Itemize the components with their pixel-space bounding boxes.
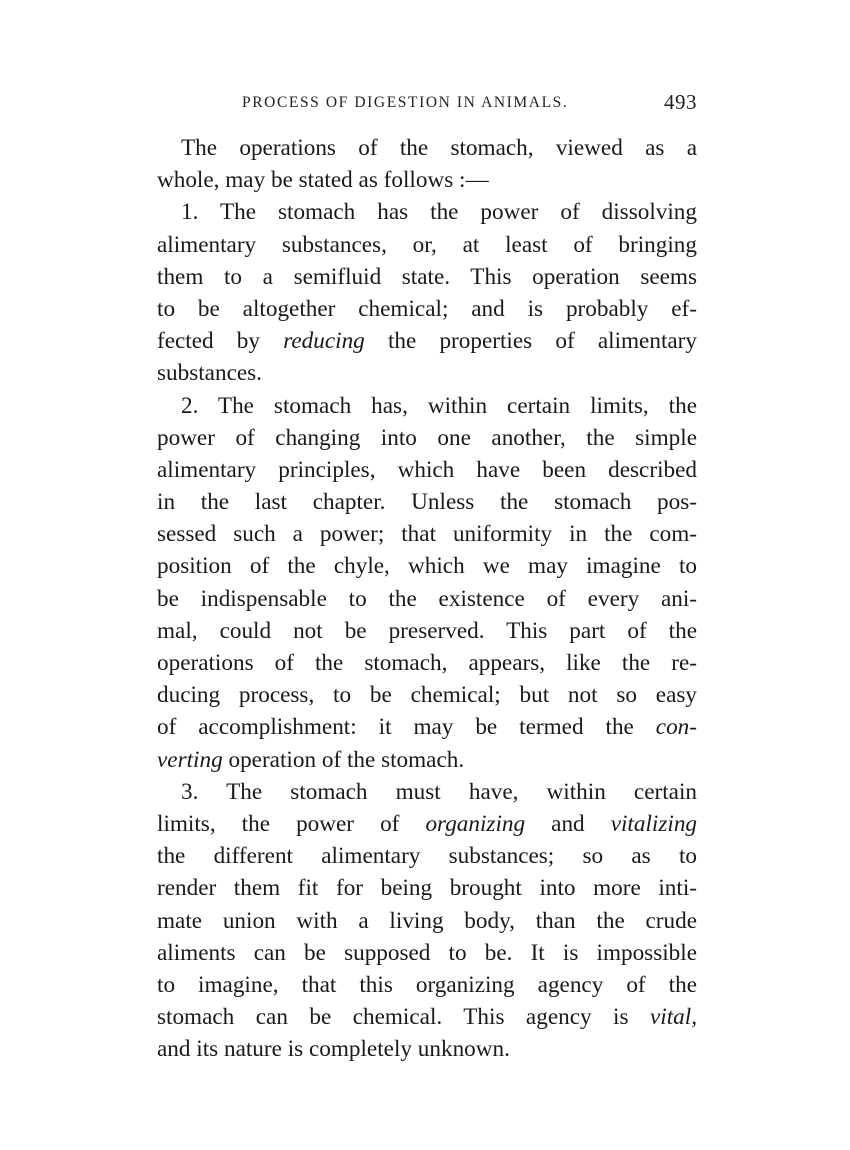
text-line [157, 390, 697, 422]
text-segment: 2. The stomach has, within certain limits, the [181, 392, 697, 419]
running-head [157, 90, 697, 120]
text-line [157, 1001, 697, 1033]
text-line [157, 937, 697, 969]
text-line [157, 744, 697, 776]
text-line [157, 808, 697, 840]
text-segment: 3. The stomach must have, within certain [181, 778, 697, 805]
text-segment: ducing process, to be chemical; but not so easy [157, 682, 697, 709]
text-segment: to be altogether chemical; and is probably ef- [157, 295, 697, 322]
text-line [157, 905, 697, 937]
text-line [157, 776, 697, 808]
text-line [157, 518, 697, 550]
text-line [157, 615, 697, 647]
text-segment: limits, the power of [157, 810, 426, 837]
text-line [157, 164, 697, 196]
text-line [157, 969, 697, 1001]
text-line [157, 325, 697, 357]
text-segment: the different alimentary substances; so as to [157, 843, 697, 870]
text-segment: and [525, 810, 611, 837]
text-line [157, 422, 697, 454]
text-line [157, 1033, 697, 1065]
text-line [157, 454, 697, 486]
text-line [157, 261, 697, 293]
text-segment: to imagine, that this organizing agency of the [157, 971, 697, 998]
text-line [157, 583, 697, 615]
text-line [157, 357, 697, 389]
text-line [157, 196, 697, 228]
text-segment: position of the chyle, which we may imagine to [157, 553, 697, 580]
text-segment: substances. [157, 360, 262, 387]
text-line [157, 647, 697, 679]
text-line [157, 679, 697, 711]
running-title: PROCESS OF DIGESTION IN ANIMALS. [242, 94, 569, 111]
text-segment: mate union with a living body, than the crude [157, 907, 697, 934]
text-segment: 1. The stomach has the power of dissolving [181, 199, 697, 226]
text-segment: alimentary principles, which have been described [157, 456, 697, 483]
text-segment: operation of the stomach. [222, 746, 465, 773]
text-segment: them to a semifluid state. This operation seems [157, 263, 697, 290]
italic-text: vitalizing [610, 810, 698, 837]
italic-text: vital, [649, 1004, 697, 1031]
text-segment: operations of the stomach, appears, like the re- [157, 650, 697, 676]
italic-text: organizing [425, 810, 526, 837]
text-segment: of accomplishment: it may be termed the [157, 714, 656, 741]
italic-text: verting [157, 746, 223, 773]
page-number: 493 [664, 90, 697, 114]
text-segment: be indispensable to the existence of every ani- [157, 585, 697, 612]
text-line [157, 229, 697, 261]
body-text [157, 132, 697, 1065]
italic-text: reducing [283, 328, 365, 355]
text-segment: render them fit for being brought into more inti- [157, 875, 697, 902]
text-segment: and its nature is completely unknown. [157, 1036, 510, 1063]
text-segment: power of changing into one another, the simple [157, 424, 697, 451]
text-line [157, 132, 697, 164]
text-segment: fected by [157, 328, 284, 355]
text-segment: alimentary substances, or, at least of bringing [157, 231, 697, 258]
text-line [157, 840, 697, 872]
text-line [157, 486, 697, 518]
text-segment: whole, may be stated as follows :— [157, 167, 489, 194]
text-segment: the properties of alimentary [364, 328, 697, 355]
italic-text: con- [655, 714, 697, 741]
text-segment: The operations of the stomach, viewed as a [181, 135, 697, 161]
text-segment: stomach can be chemical. This agency is [157, 1004, 650, 1031]
text-segment: mal, could not be preserved. This part of the [157, 617, 697, 644]
text-line [157, 293, 697, 325]
text-segment: aliments can be supposed to be. It is impossible [157, 939, 697, 966]
text-segment: in the last chapter. Unless the stomach pos- [157, 489, 697, 516]
text-line [157, 550, 697, 582]
text-segment: sessed such a power; that uniformity in the com- [157, 521, 697, 548]
text-line [157, 872, 697, 904]
text-line [157, 711, 697, 743]
